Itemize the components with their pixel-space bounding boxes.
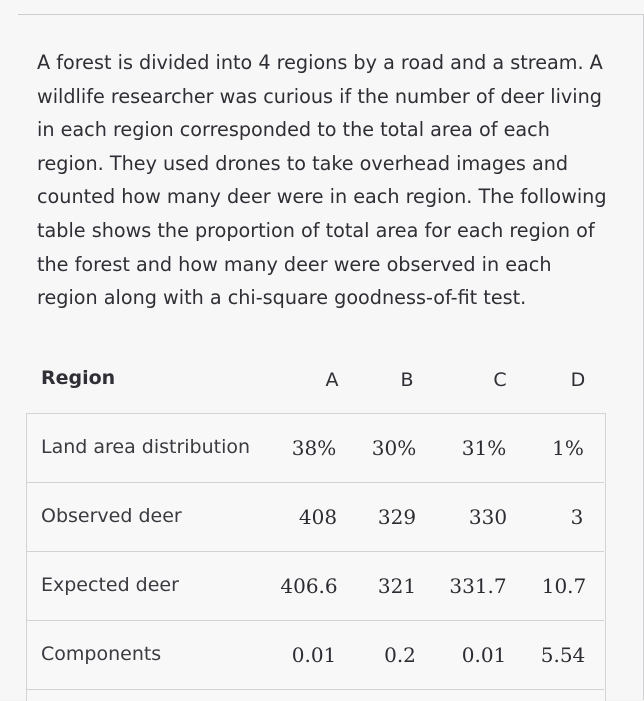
table-cell: 31% (461, 436, 507, 460)
header-col-a: A (325, 369, 339, 391)
row-label: Components (41, 643, 162, 665)
table-row-components (26, 621, 604, 690)
table-row-land-area (26, 414, 604, 483)
header-col-d: D (570, 369, 586, 391)
table-cell: 38% (291, 436, 337, 460)
table-cell: 30% (371, 436, 417, 460)
table-cell: 331.7 (449, 574, 507, 598)
table-cell: 329 (377, 505, 417, 529)
row-label: Land area distribution (41, 436, 251, 458)
table-cell: 321 (377, 574, 417, 598)
table-row-expected (26, 552, 604, 621)
header-region-label: Region (41, 367, 116, 389)
table-cell: 5.54 (540, 643, 586, 667)
header-col-b: B (400, 369, 414, 391)
table-cell: 330 (468, 505, 508, 529)
row-label: Expected deer (41, 574, 179, 596)
table-row-observed (26, 483, 604, 552)
table-cell: 1% (552, 436, 584, 460)
table-cell: 406.6 (280, 574, 338, 598)
table-header (0, 358, 644, 402)
table-cell: 408 (298, 505, 338, 529)
header-col-c: C (493, 369, 507, 391)
table-cell: 0.2 (384, 643, 416, 667)
table-cell: 0.01 (291, 643, 337, 667)
question-text: A forest is divided into 4 regions by a road and a stream. A wildlife researcher was curious if the number of deer living in each region corresponded to the total area of each region. They used drones to take overhead images and counted how many deer were in each region. The following table shows the proportion of total area for each region of the forest and how many deer were observed in each region along with a chi-square goodness-of-fit test. (37, 51, 607, 310)
row-label: Observed deer (41, 505, 182, 527)
table-cell: 0.01 (461, 643, 507, 667)
top-divider (18, 14, 644, 15)
table-cell: 3 (570, 505, 584, 529)
table-cell: 10.7 (541, 574, 587, 598)
